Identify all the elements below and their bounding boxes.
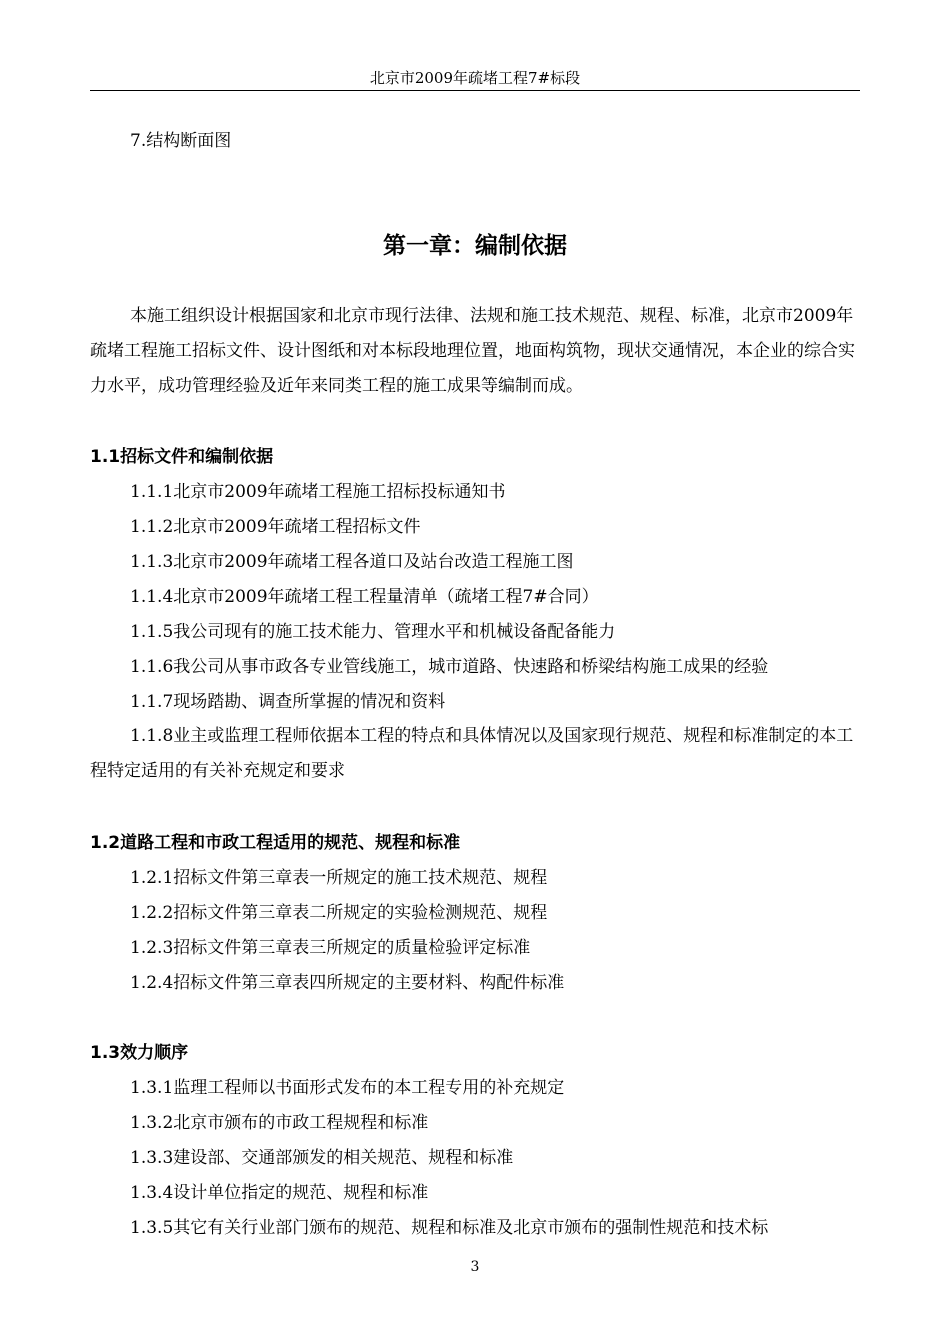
list-item: 1.1.3北京市2009年疏堵工程各道口及站台改造工程施工图 [130, 552, 574, 572]
list-item: 1.2.1招标文件第三章表一所规定的施工技术规范、规程 [130, 868, 548, 888]
list-item: 1.2.4招标文件第三章表四所规定的主要材料、构配件标准 [130, 973, 565, 993]
section-heading-1-2: 1.2道路工程和市政工程适用的规范、规程和标准 [90, 833, 461, 853]
list-item: 1.3.1监理工程师以书面形式发布的本工程专用的补充规定 [130, 1078, 565, 1098]
list-item: 1.2.2招标文件第三章表二所规定的实验检测规范、规程 [130, 903, 548, 923]
list-item: 1.3.3建设部、交通部颁发的相关规范、规程和标准 [130, 1148, 514, 1168]
list-item: 1.3.2北京市颁布的市政工程规程和标准 [130, 1113, 429, 1133]
list-item: 1.1.5我公司现有的施工技术能力、管理水平和机械设备配备能力 [130, 622, 616, 642]
list-item: 1.1.6我公司从事市政各专业管线施工，城市道路、快速路和桥梁结构施工成果的经验 [130, 657, 769, 677]
list-item: 1.2.3招标文件第三章表三所规定的质量检验评定标准 [130, 938, 531, 958]
list-item: 1.1.1北京市2009年疏堵工程施工招标投标通知书 [130, 482, 506, 502]
list-item: 1.1.4北京市2009年疏堵工程工程量清单（疏堵工程7#合同） [130, 587, 599, 607]
list-item-wrapped: 1.1.8业主或监理工程师依据本工程的特点和具体情况以及国家现行规范、规程和标准制定的本工程特定适用的有关补充规定和要求 [90, 726, 854, 781]
section-heading-1-3: 1.3效力顺序 [90, 1043, 189, 1063]
list-item: 1.3.5其它有关行业部门颁布的规范、规程和标准及北京市颁布的强制性规范和技术标 [130, 1218, 769, 1238]
list-item: 1.1.2北京市2009年疏堵工程招标文件 [130, 517, 421, 537]
page-header: 北京市2009年疏堵工程7#标段 [369, 69, 581, 87]
list-item-structure-section: 7.结构断面图 [130, 131, 232, 151]
section-heading-1-1: 1.1招标文件和编制依据 [90, 447, 274, 467]
chapter-intro-paragraph: 本施工组织设计根据国家和北京市现行法律、法规和施工技术规范、规程、标准，北京市2009年疏堵工程施工招标文件、设计图纸和对本标段地理位置，地面构筑物，现状交通情况，本企业的综合实力水平，成功管理经验及近年来同类工程的施工成果等编制而成。 [90, 306, 855, 396]
list-item: 1.1.7现场踏勘、调查所掌握的情况和资料 [130, 692, 446, 712]
page-number: 3 [470, 1259, 480, 1275]
header-rule [90, 90, 860, 91]
list-item: 1.3.4设计单位指定的规范、规程和标准 [130, 1183, 429, 1203]
chapter-title: 第一章：编制依据 [383, 233, 567, 259]
